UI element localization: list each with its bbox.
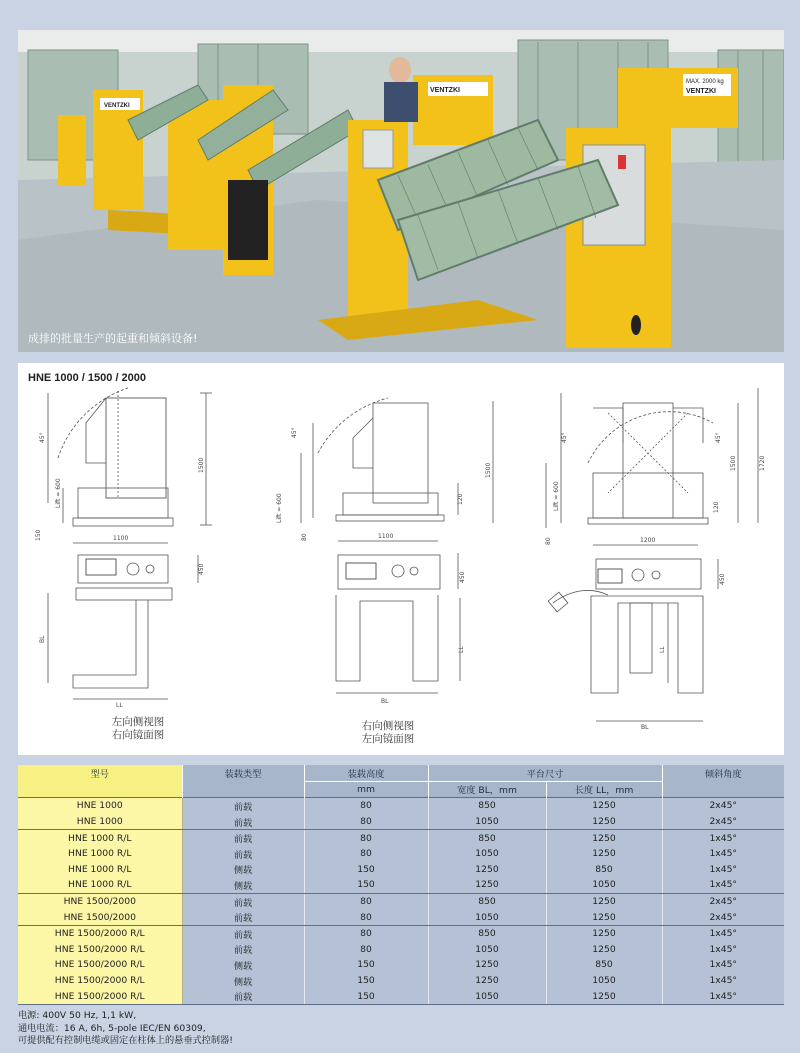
cell-model: HNE 1500/2000: [18, 909, 182, 925]
cell-model: HNE 1000 R/L: [18, 846, 182, 862]
cell-model: HNE 1500/2000 R/L: [18, 988, 182, 1004]
middle-side-view: [301, 398, 493, 523]
footnote-line-3: 可提供配有控制电缆或固定在柱体上的悬垂式控制器!: [18, 1035, 233, 1047]
cell-tilt: 1x45°: [662, 925, 784, 941]
dim-45-2: 45°: [291, 427, 298, 438]
cell-tilt: 1x45°: [662, 862, 784, 878]
cell-height: 80: [304, 798, 428, 814]
header-length: 长度 LL，mm: [546, 781, 662, 798]
middle-view-caption-line-2: 左向镜面图: [361, 733, 415, 745]
header-model: 型号: [18, 765, 182, 781]
footnote: [18, 1010, 233, 1048]
dim-lift-3: Lift = 600: [553, 481, 560, 511]
cell-ll: 1250: [546, 814, 662, 830]
cell-bl: 1050: [428, 814, 546, 830]
cell-tilt: 2x45°: [662, 814, 784, 830]
dim-bl-2: BL: [381, 698, 389, 705]
cell-height: 80: [304, 814, 428, 830]
cell-type: 前载: [182, 893, 304, 909]
cell-type: 前载: [182, 942, 304, 958]
table-row: [18, 988, 784, 1004]
table-row: [18, 798, 784, 814]
cell-ll: 850: [546, 862, 662, 878]
cell-height: 80: [304, 830, 428, 846]
cell-type: 前载: [182, 988, 304, 1004]
table-row: [18, 814, 784, 830]
cell-bl: 1250: [428, 957, 546, 973]
cell-ll: 1250: [546, 909, 662, 925]
cell-ll: 1250: [546, 798, 662, 814]
cell-height: 80: [304, 942, 428, 958]
dim-lift-2: Lift = 600: [276, 493, 283, 523]
drawings-svg: [18, 363, 784, 755]
cell-bl: 1050: [428, 909, 546, 925]
right-top-view: [548, 545, 718, 721]
cell-model: HNE 1000: [18, 798, 182, 814]
cell-type: 前载: [182, 814, 304, 830]
cell-model: HNE 1000: [18, 814, 182, 830]
cell-ll: 1250: [546, 925, 662, 941]
table-row: [18, 830, 784, 846]
cell-height: 80: [304, 925, 428, 941]
cell-type: 侧载: [182, 957, 304, 973]
footnote-line-2: 通电电流：16 A, 6h, 5-pole IEC/EN 60309,: [18, 1022, 206, 1034]
dim-lift-1: Lift = 600: [55, 478, 62, 508]
table-row: [18, 973, 784, 989]
cell-type: 侧载: [182, 877, 304, 893]
left-side-view: [48, 388, 212, 526]
cell-height: 150: [304, 877, 428, 893]
left-view-caption-line-2: 右向镜面图: [111, 729, 165, 741]
dim-ll-1: LL: [116, 702, 123, 709]
header-platform: 平台尺寸: [428, 765, 662, 781]
table-row: [18, 909, 784, 925]
dim-120-2: 120: [713, 501, 720, 513]
header-width: 宽度 BL，mm: [428, 781, 546, 798]
cell-type: 侧载: [182, 862, 304, 878]
table-row: [18, 957, 784, 973]
cell-ll: 1050: [546, 877, 662, 893]
cell-ll: 850: [546, 957, 662, 973]
cell-type: 前载: [182, 925, 304, 941]
cell-tilt: 1x45°: [662, 942, 784, 958]
dim-ll-2: LL: [458, 646, 465, 653]
dim-ll-3: LL: [659, 646, 666, 653]
header-model-sub: [18, 781, 182, 798]
middle-top-view: [336, 541, 460, 693]
left-view-caption: [88, 716, 188, 742]
dim-1100-1: 1100: [113, 535, 129, 542]
dim-bl-1: BL: [39, 635, 46, 643]
cell-bl: 1250: [428, 862, 546, 878]
header-load-type: 装载类型: [182, 765, 304, 781]
right-side-view: [546, 388, 758, 528]
cell-model: HNE 1000 R/L: [18, 830, 182, 846]
cell-height: 150: [304, 988, 428, 1004]
header-unit-mm: mm: [304, 781, 428, 798]
cell-tilt: 1x45°: [662, 957, 784, 973]
dim-45-3: 45°: [561, 432, 568, 443]
sign-large: VENTZKI: [686, 88, 716, 95]
cell-tilt: 1x45°: [662, 988, 784, 1004]
table-row: [18, 893, 784, 909]
dim-1100-2: 1100: [378, 533, 394, 540]
cell-bl: 850: [428, 925, 546, 941]
cell-model: HNE 1500/2000 R/L: [18, 957, 182, 973]
dim-450-1: 450: [198, 563, 205, 575]
cell-tilt: 2x45°: [662, 798, 784, 814]
cell-height: 80: [304, 893, 428, 909]
drawings-title: HNE 1000 / 1500 / 2000: [28, 372, 147, 384]
technical-drawings: [18, 363, 784, 755]
cell-type: 前载: [182, 798, 304, 814]
left-view-caption-line-1: 左向侧视图: [111, 716, 165, 728]
cell-bl: 1250: [428, 973, 546, 989]
cell-bl: 1050: [428, 988, 546, 1004]
dim-150: 150: [35, 529, 42, 541]
photo-caption: 成排的批量生产的起重和倾斜设备!: [28, 332, 198, 345]
cell-type: 前载: [182, 846, 304, 862]
cell-tilt: 1x45°: [662, 973, 784, 989]
middle-view-caption-line-1: 右向侧视图: [361, 720, 415, 732]
cell-model: HNE 1500/2000: [18, 893, 182, 909]
cell-model: HNE 1500/2000 R/L: [18, 925, 182, 941]
sign-small: VENTZKI: [104, 103, 130, 109]
footnote-line-1: 电源: 400V 50 Hz, 1,1 kW,: [18, 1010, 137, 1021]
cell-ll: 1250: [546, 988, 662, 1004]
spec-table: [18, 765, 784, 1005]
max-label: MAX. 2000 kg: [686, 79, 724, 85]
cell-tilt: 2x45°: [662, 909, 784, 925]
table-row: [18, 925, 784, 941]
cell-bl: 1050: [428, 846, 546, 862]
cell-model: HNE 1500/2000 R/L: [18, 942, 182, 958]
dim-45-1: 45°: [39, 432, 46, 443]
cell-height: 150: [304, 862, 428, 878]
cell-height: 150: [304, 957, 428, 973]
factory-photo: [18, 30, 784, 352]
cell-tilt: 1x45°: [662, 877, 784, 893]
cell-ll: 1050: [546, 973, 662, 989]
dim-1200: 1200: [640, 537, 656, 544]
cell-bl: 1250: [428, 877, 546, 893]
middle-view-caption: [338, 720, 438, 746]
cell-height: 150: [304, 973, 428, 989]
cell-ll: 1250: [546, 830, 662, 846]
cell-bl: 850: [428, 893, 546, 909]
header-load-type-sub: [182, 781, 304, 798]
cell-ll: 1250: [546, 942, 662, 958]
cell-tilt: 1x45°: [662, 830, 784, 846]
dim-bl-3: BL: [641, 724, 649, 731]
dim-80-1: 80: [301, 533, 308, 541]
table-row: [18, 862, 784, 878]
cell-bl: 850: [428, 798, 546, 814]
cell-height: 80: [304, 909, 428, 925]
cell-model: HNE 1000 R/L: [18, 877, 182, 893]
cell-ll: 1250: [546, 846, 662, 862]
dim-1500-1: 1500: [198, 457, 205, 473]
header-tilt-sub: [662, 781, 784, 798]
cell-model: HNE 1500/2000 R/L: [18, 973, 182, 989]
dim-1500-3: 1500: [730, 455, 737, 471]
cell-height: 80: [304, 846, 428, 862]
cell-bl: 1050: [428, 942, 546, 958]
factory-photo-illustration: [18, 30, 784, 352]
sign-mid: VENTZKI: [430, 87, 460, 94]
table-row: [18, 877, 784, 893]
header-tilt: 倾斜角度: [662, 765, 784, 781]
table-row: [18, 942, 784, 958]
dim-450-3: 450: [719, 573, 726, 585]
dim-45-4: 45°: [715, 432, 722, 443]
dim-1500-2: 1500: [485, 462, 492, 478]
dim-120-1: 120: [457, 493, 464, 505]
cell-bl: 850: [428, 830, 546, 846]
cell-tilt: 2x45°: [662, 893, 784, 909]
cell-ll: 1250: [546, 893, 662, 909]
cell-type: 侧载: [182, 973, 304, 989]
dim-450-2: 450: [459, 571, 466, 583]
dim-80-2: 80: [545, 537, 552, 545]
cell-type: 前载: [182, 909, 304, 925]
dim-1720: 1720: [759, 455, 766, 471]
header-load-height: 装载高度: [304, 765, 428, 781]
cell-type: 前载: [182, 830, 304, 846]
cell-tilt: 1x45°: [662, 846, 784, 862]
table-row: [18, 846, 784, 862]
cell-model: HNE 1000 R/L: [18, 862, 182, 878]
left-top-view: [48, 543, 198, 699]
